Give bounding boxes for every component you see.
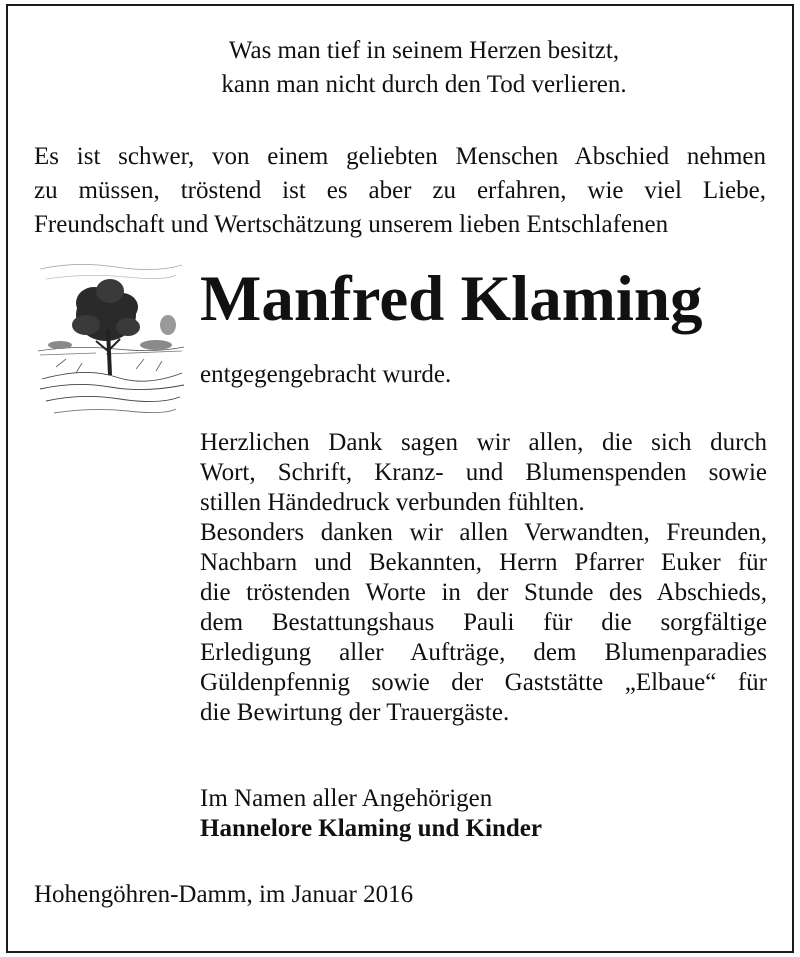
motto-line-2: kann man nicht durch den Tod verlieren. — [221, 71, 627, 98]
thanks-line: dem Bestattungshaus Pauli für die sorgfältige — [200, 609, 767, 636]
thanks-line: Güldenpfennig sowie der Gaststätte „Elbaue“ für — [200, 669, 767, 696]
family-names: Hannelore Klaming und Kinder — [200, 815, 542, 842]
thanks-line: Herzlichen Dank sagen wir allen, die sich durch — [200, 429, 767, 456]
thanks-line: die tröstenden Worte in der Stunde des Abschieds, — [200, 579, 767, 606]
thanks-line: stillen Händedruck verbunden fühlten. — [200, 489, 585, 516]
thanks-paragraph — [200, 428, 767, 728]
signature-block — [200, 784, 767, 844]
thanks-line: die Bewirtung der Trauergäste. — [200, 699, 510, 726]
thanks-line: Besonders danken wir allen Verwandten, Freunden, — [200, 519, 767, 546]
thanks-line: Wort, Schrift, Kranz- und Blumenspenden sowie — [200, 459, 767, 486]
intro-line-2: zu müssen, tröstend ist es aber zu erfahren, wie viel Liebe, — [34, 177, 766, 204]
deceased-name: Manfred Klaming — [200, 263, 703, 335]
motto-line-1: Was man tief in seinem Herzen besitzt, — [228, 37, 620, 64]
intro-line-1: Es ist schwer, von einem geliebten Menschen Abschied nehmen — [34, 143, 766, 170]
thanks-line: Nachbarn und Bekannten, Herrn Pfarrer Euker für — [200, 549, 767, 576]
signature-line: Im Namen aller Angehörigen — [200, 785, 493, 812]
continuation-text: entgegengebracht wurde. — [200, 361, 452, 388]
intro-paragraph — [34, 140, 766, 242]
tree-landscape-icon — [36, 255, 186, 430]
place-and-date: Hohengöhren-Damm, im Januar 2016 — [34, 881, 414, 908]
intro-line-3: Freundschaft und Wertschätzung unserem lieben Entschlafenen — [34, 211, 669, 238]
thanks-line: Erledigung aller Aufträge, dem Blumenparadies — [200, 639, 767, 666]
motto-quote — [0, 34, 800, 102]
